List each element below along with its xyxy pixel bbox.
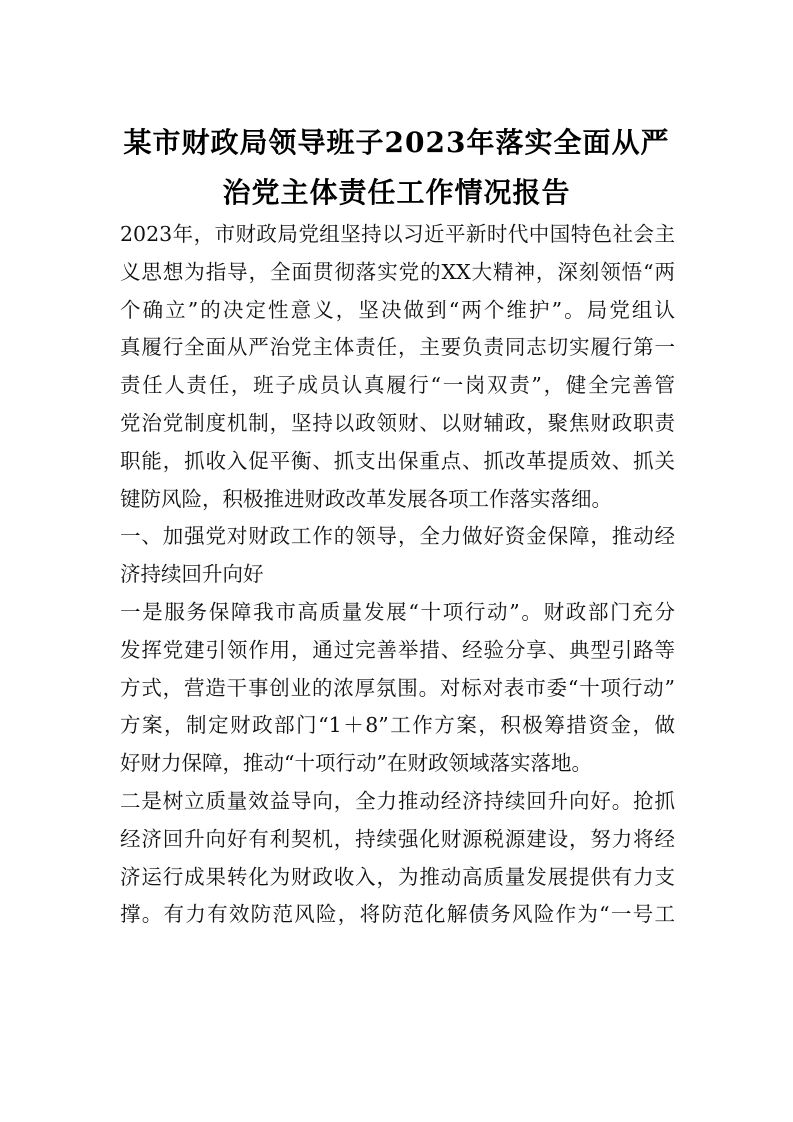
title-line-2: 治党主体责任工作情况报告 <box>222 176 571 209</box>
body-line: 真履行全面从严治党主体责任，主要负责同志切实履行第一 <box>120 335 675 360</box>
body-line: 2023年，市财政局党组坚持以习近平新时代中国特色社会主 <box>120 222 675 246</box>
document-body <box>120 216 675 934</box>
body-line: 经济回升向好有利契机，持续强化财源税源建设，努力将经 <box>120 826 675 851</box>
body-line: 一、加强党对财政工作的领导，全力做好资金保障，推动经 <box>120 524 675 549</box>
body-line: 键防风险，积极推进财政改革发展各项工作落实落细。 <box>120 486 612 511</box>
body-line: 济运行成果转化为财政收入，为推动高质量发展提供有力支 <box>120 864 675 889</box>
body-line: 方案，制定财政部门“1＋8”工作方案，积极筹措资金，做 <box>120 713 675 738</box>
body-line: 方式，营造干事创业的浓厚氛围。对标对表市委“十项行动” <box>120 675 675 700</box>
document-title <box>90 118 703 218</box>
body-line: 撑。有力有效防范风险，将防范化解债务风险作为“一号工 <box>120 902 675 927</box>
body-line: 个确立”的决定性意义，坚决做到“两个维护”。局党组认 <box>120 297 675 322</box>
body-line: 好财力保障，推动“十项行动”在财政领域落实落地。 <box>120 751 592 776</box>
body-line: 一是服务保障我市高质量发展“十项行动”。财政部门充分 <box>120 599 675 624</box>
body-line: 责任人责任，班子成员认真履行“一岗双责”，健全完善管 <box>120 373 675 398</box>
body-line: 职能，抓收入促平衡、抓支出保重点、抓改革提质效、抓关 <box>120 448 675 473</box>
body-line: 义思想为指导，全面贯彻落实党的XX大精神，深刻领悟“两 <box>120 259 675 284</box>
body-line: 二是树立质量效益导向，全力推动经济持续回升向好。抢抓 <box>120 788 675 813</box>
body-line: 党治党制度机制，坚持以政领财、以财辅政，聚焦财政职责 <box>120 410 675 435</box>
body-line: 济持续回升向好 <box>120 562 264 587</box>
title-line-1: 某市财政局领导班子2023年落实全面从严 <box>123 126 670 159</box>
body-line: 发挥党建引领作用，通过完善举措、经验分享、典型引路等 <box>120 637 675 662</box>
